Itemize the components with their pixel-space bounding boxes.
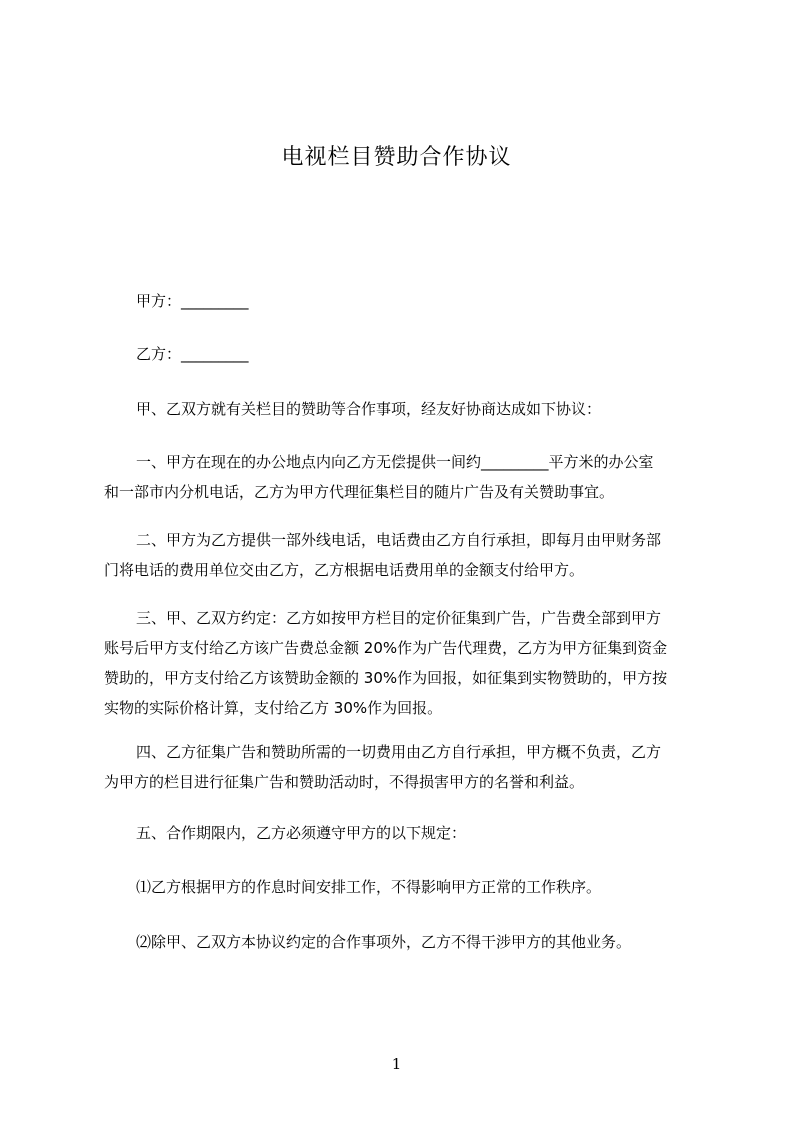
page-number: 1 [391, 1055, 402, 1073]
intro-paragraph: 甲、乙双方就有关栏目的赞助等合作事项，经友好协商达成如下协议： [136, 400, 602, 418]
clause-3-line-3: 赞助的，甲方支付给乙方该赞助金额的 30%作为回报，如征集到实物赞助的，甲方按 [104, 669, 668, 687]
clause-1-line-1: 一、甲方在现在的办公地点内向乙方无偿提供一间约_________平方米的办公室 [136, 453, 654, 471]
clause-1-paragraph [104, 447, 700, 507]
clause-3-line-4: 实物的实际价格计算，支付给乙方 30%作为回报。 [104, 699, 443, 717]
clause-3-line-1: 三、甲、乙双方约定：乙方如按甲方栏目的定价征集到广告，广告费全部到甲方 [136, 609, 662, 627]
clause-1-line-2: 和一部市内分机电话，乙方为甲方代理征集栏目的随片广告及有关赞助事宜。 [104, 483, 615, 501]
clause-2-paragraph [104, 525, 700, 585]
clause-2-line-1: 二、甲方为乙方提供一部外线电话，电话费由乙方自行承担，即每月由甲财务部 [136, 531, 662, 549]
document-title: 电视栏目赞助合作协议 [281, 145, 512, 170]
clause-5-paragraph: 五、合作期限内，乙方必须遵守甲方的以下规定： [136, 824, 467, 842]
clause-3-line-2: 账号后甲方支付给乙方该广告费总金额 20%作为广告代理费，乙方为甲方征集到资金 [104, 639, 668, 657]
rule-2-paragraph: ⑵除甲、乙双方本协议约定的合作事项外，乙方不得干涉甲方的其他业务。 [136, 933, 632, 951]
clause-3-paragraph [104, 603, 700, 723]
rule-1-paragraph: ⑴乙方根据甲方的作息时间安排工作，不得影响甲方正常的工作秩序。 [136, 878, 602, 896]
party-b-line: 乙方：_________ [136, 345, 249, 363]
clause-4-paragraph [104, 737, 700, 797]
clause-4-line-1: 四、乙方征集广告和赞助所需的一切费用由乙方自行承担，甲方概不负责，乙方 [136, 743, 662, 761]
clause-2-line-2: 门将电话的费用单位交由乙方，乙方根据电话费用单的金额支付给甲方。 [104, 561, 585, 579]
clause-4-line-2: 为甲方的栏目进行征集广告和赞助活动时，不得损害甲方的名誉和利益。 [104, 773, 585, 791]
party-a-line: 甲方：_________ [136, 292, 249, 310]
